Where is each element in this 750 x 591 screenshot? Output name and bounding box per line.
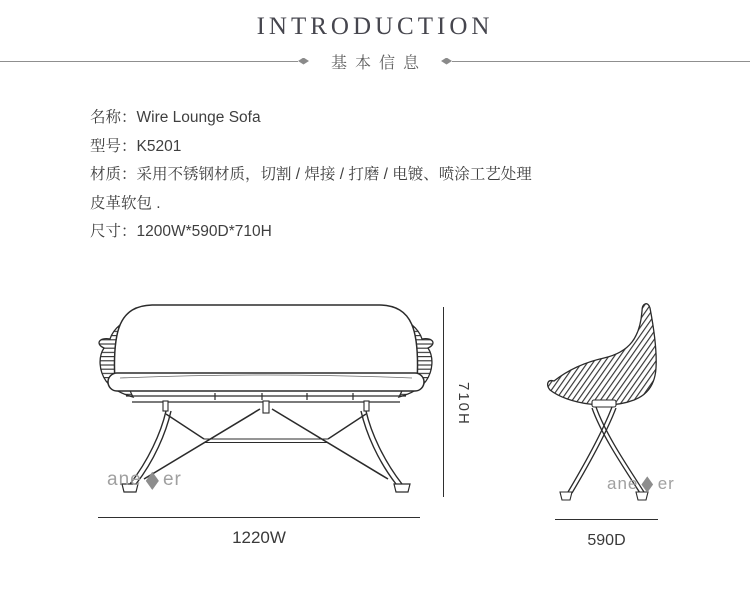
- product-info: [90, 104, 532, 247]
- page-title: INTRODUCTION: [256, 13, 494, 40]
- divider-line-left: [0, 61, 298, 62]
- section-subtitle: 基本信息: [331, 54, 428, 72]
- dim-height-line: [443, 307, 444, 497]
- watermark-text-prefix: ane: [107, 469, 142, 491]
- dim-depth-label: 590D: [587, 532, 626, 549]
- sofa-seat-tube: [108, 373, 424, 391]
- dim-width-label: 1220W: [232, 528, 286, 547]
- watermark-text-suffix: er: [657, 474, 675, 494]
- chair-foot-front: [560, 492, 572, 500]
- info-line-model: 型号：K5201: [90, 137, 182, 155]
- divider-line-right: [452, 61, 750, 62]
- watermark-chair: [607, 473, 675, 494]
- info-line-size: 尺寸：1200W*590D*710H: [90, 223, 272, 240]
- section-divider: [0, 50, 750, 72]
- watermark-text-suffix: er: [162, 469, 182, 491]
- info-line-material-cont: 皮革软包 .: [90, 194, 161, 212]
- aneber-logo-icon: ◆: [145, 466, 160, 493]
- dim-height-label: 710H: [455, 382, 472, 426]
- info-line-material: 材质：采用不锈钢材质，切割 / 焊接 / 打磨 / 电镀、喷涂工艺处理: [90, 166, 532, 183]
- watermark-sofa: [107, 468, 182, 492]
- watermark-text-prefix: ane: [607, 474, 639, 494]
- chair-shell: [548, 304, 657, 405]
- divider-arrow-left-icon: [298, 58, 309, 65]
- divider-arrow-right-icon: [441, 58, 452, 65]
- aneber-logo-icon: ◆: [641, 471, 655, 495]
- sofa-cushion: [114, 305, 417, 383]
- info-line-name: 名称：Wire Lounge Sofa: [90, 109, 261, 126]
- dim-depth-line: [555, 519, 658, 520]
- sofa-foot-right: [394, 484, 410, 492]
- dim-width-line: [98, 517, 420, 518]
